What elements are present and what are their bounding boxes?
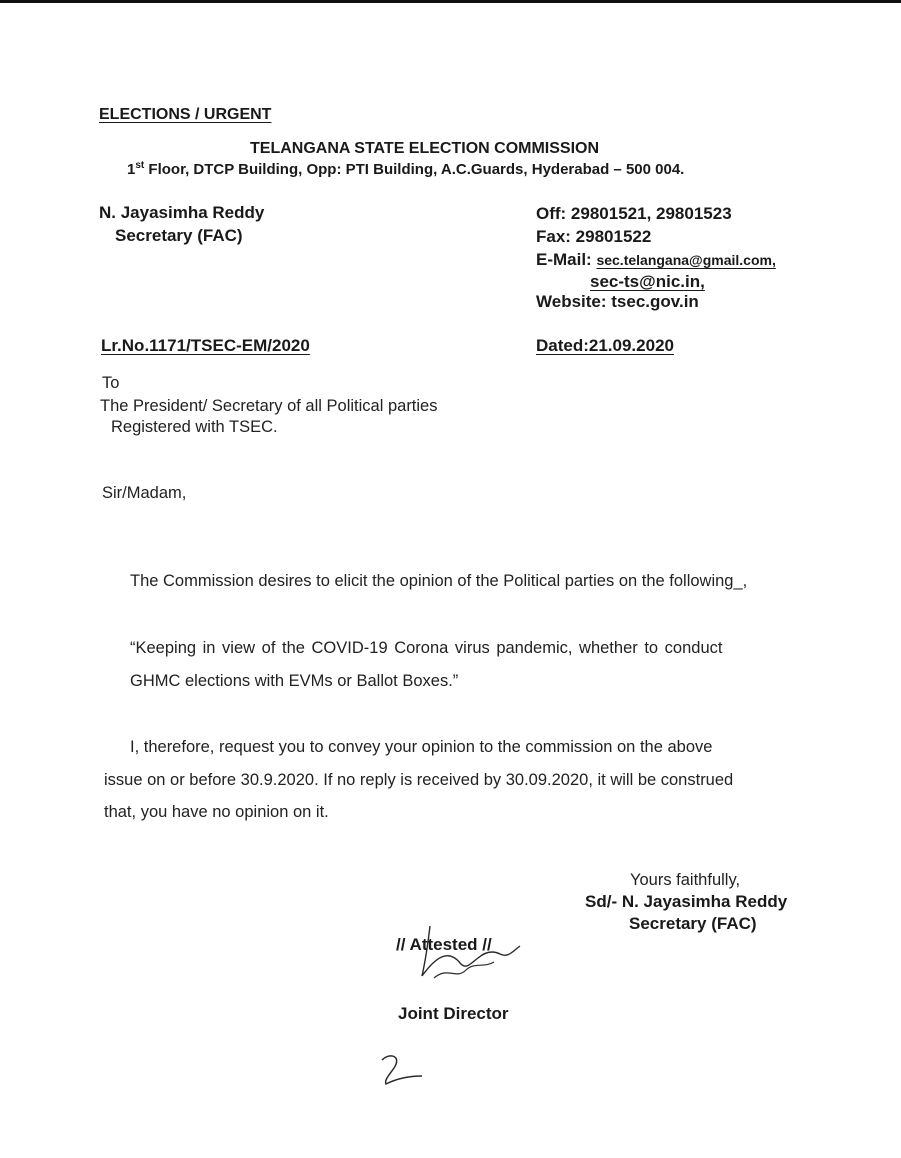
closing-signed-name: Sd/- N. Jayasimha Reddy <box>585 892 788 911</box>
quote-line-1: “Keeping in view of the COVID-19 Corona virus pandemic, whether to conduct <box>130 639 723 657</box>
email-line <box>536 250 776 270</box>
email-secondary: sec-ts@nic.in, <box>590 272 705 291</box>
attestation-label: // Attested // <box>396 935 492 954</box>
address-floor-suffix: st <box>135 160 145 171</box>
sender-name: N. Jayasimha Reddy <box>99 203 265 222</box>
salutation: Sir/Madam, <box>102 484 187 502</box>
closing-yours-faithfully: Yours faithfully, <box>630 871 741 889</box>
email-primary: sec.telangana@gmail.com, <box>596 252 776 268</box>
organization-address <box>127 160 684 178</box>
closing-title: Secretary (FAC) <box>629 914 757 933</box>
body-paragraph-1: The Commission desires to elicit the opinion of the Political parties on the following_, <box>130 572 748 590</box>
attesting-officer: Joint Director <box>398 1004 509 1023</box>
website: Website: tsec.gov.in <box>536 292 699 311</box>
quote-line-2: GHMC elections with EVMs or Ballot Boxes.” <box>130 672 459 690</box>
address-text: Floor, DTCP Building, Opp: PTI Building, A.C.Guards, Hyderabad – 500 004. <box>144 161 685 178</box>
handwritten-page-mark <box>372 1048 432 1093</box>
office-phone: Off: 29801521, 29801523 <box>536 204 732 223</box>
letter-date: Dated:21.09.2020 <box>536 336 674 355</box>
recipient-line-1: The President/ Secretary of all Political parties <box>100 397 438 415</box>
handwritten-signature <box>400 918 540 993</box>
recipient-line-2: Registered with TSEC. <box>111 418 278 436</box>
body-paragraph-3-line-3: that, you have no opinion on it. <box>104 803 329 821</box>
priority-heading: ELECTIONS / URGENT <box>99 106 272 123</box>
email-label: E-Mail: <box>536 250 597 269</box>
body-paragraph-3-line-1: I, therefore, request you to convey your opinion to the commission on the above <box>130 738 713 756</box>
organization-name: TELANGANA STATE ELECTION COMMISSION <box>250 140 600 157</box>
recipient-to: To <box>102 374 120 392</box>
letter-number: Lr.No.1171/TSEC-EM/2020 <box>101 336 310 355</box>
address-floor-number: 1 <box>127 161 136 178</box>
sender-title: Secretary (FAC) <box>115 226 243 245</box>
fax-number: Fax: 29801522 <box>536 227 652 246</box>
body-paragraph-3-line-2: issue on or before 30.9.2020. If no reply is received by 30.09.2020, it will be construed <box>104 771 734 789</box>
